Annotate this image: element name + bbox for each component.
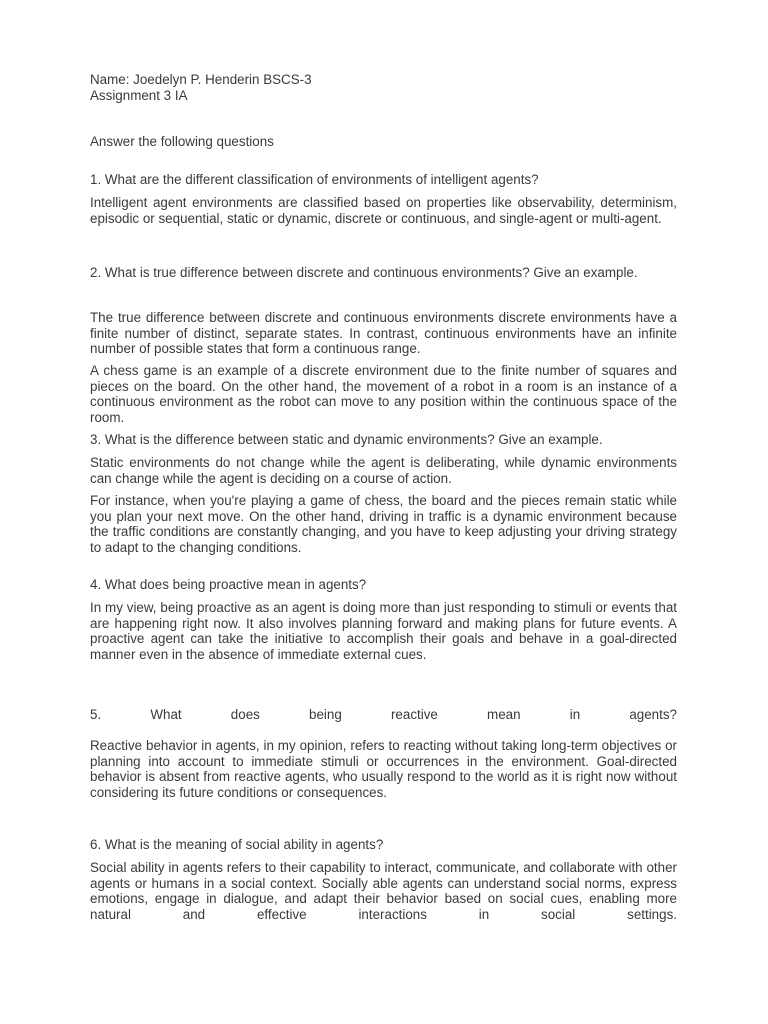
question-2: 2. What is true difference between discrete and continuous environments? Give an example. [90, 265, 638, 280]
assignment-line: Assignment 3 IA [90, 88, 188, 103]
question-5: 5. What does being reactive mean in agents? [90, 707, 677, 722]
question-3: 3. What is the difference between static and dynamic environments? Give an example. [90, 432, 603, 447]
answer-2-paragraph-2: A chess game is an example of a discrete environment due to the finite number of squares and pieces on the board. On the other hand, the movement of a robot in a room is an instance of a continuous environment as the robot can move to any position within the continuous space of the room. [90, 363, 677, 425]
question-6: 6. What is the meaning of social ability in agents? [90, 837, 384, 852]
question-4: 4. What does being proactive mean in agents? [90, 577, 367, 592]
answer-1: Intelligent agent environments are classified based on properties like observability, determinism, episodic or sequential, static or dynamic, discrete or continuous, and single-agent or multi-agent. [90, 195, 677, 226]
answer-4: In my view, being proactive as an agent is doing more than just responding to stimuli or events that are happening right now. It also involves planning forward and making plans for future events. A proactive agent can take the initiative to accomplish their goals and behave in a goal-directed manner even in the absence of immediate external cues. [90, 600, 677, 662]
answer-6: Social ability in agents refers to their capability to interact, communicate, and collaborate with other agents or humans in a social context. Socially able agents can understand social norms, express emotions, engage in dialogue, and adapt their behavior based on social cues, enabling more natural and effective interactions in social settings. [90, 860, 677, 922]
answer-2-paragraph-1: The true difference between discrete and continuous environments discrete environments have a finite number of distinct, separate states. In contrast, continuous environments have an infinite number of possible states that form a continuous range. [90, 310, 677, 356]
instruction-line: Answer the following questions [90, 134, 274, 149]
question-1: 1. What are the different classification of environments of intelligent agents? [90, 172, 539, 187]
answer-3-paragraph-2: For instance, when you're playing a game of chess, the board and the pieces remain static while you plan your next move. On the other hand, driving in traffic is a dynamic environment because the traffic conditions are constantly changing, and you have to keep adjusting your driving strategy to adapt to the changing conditions. [90, 493, 677, 555]
answer-3-paragraph-1: Static environments do not change while the agent is deliberating, while dynamic environments can change while the agent is deciding on a course of action. [90, 455, 677, 486]
answer-5: Reactive behavior in agents, in my opinion, refers to reacting without taking long-term objectives or planning into account to immediate stimuli or occurrences in the environment. Goal-directed behavior is absent from reactive agents, who usually respond to the world as it is right now without considering its future conditions or consequences. [90, 738, 677, 800]
student-name-line: Name: Joedelyn P. Henderin BSCS-3 [90, 72, 312, 87]
